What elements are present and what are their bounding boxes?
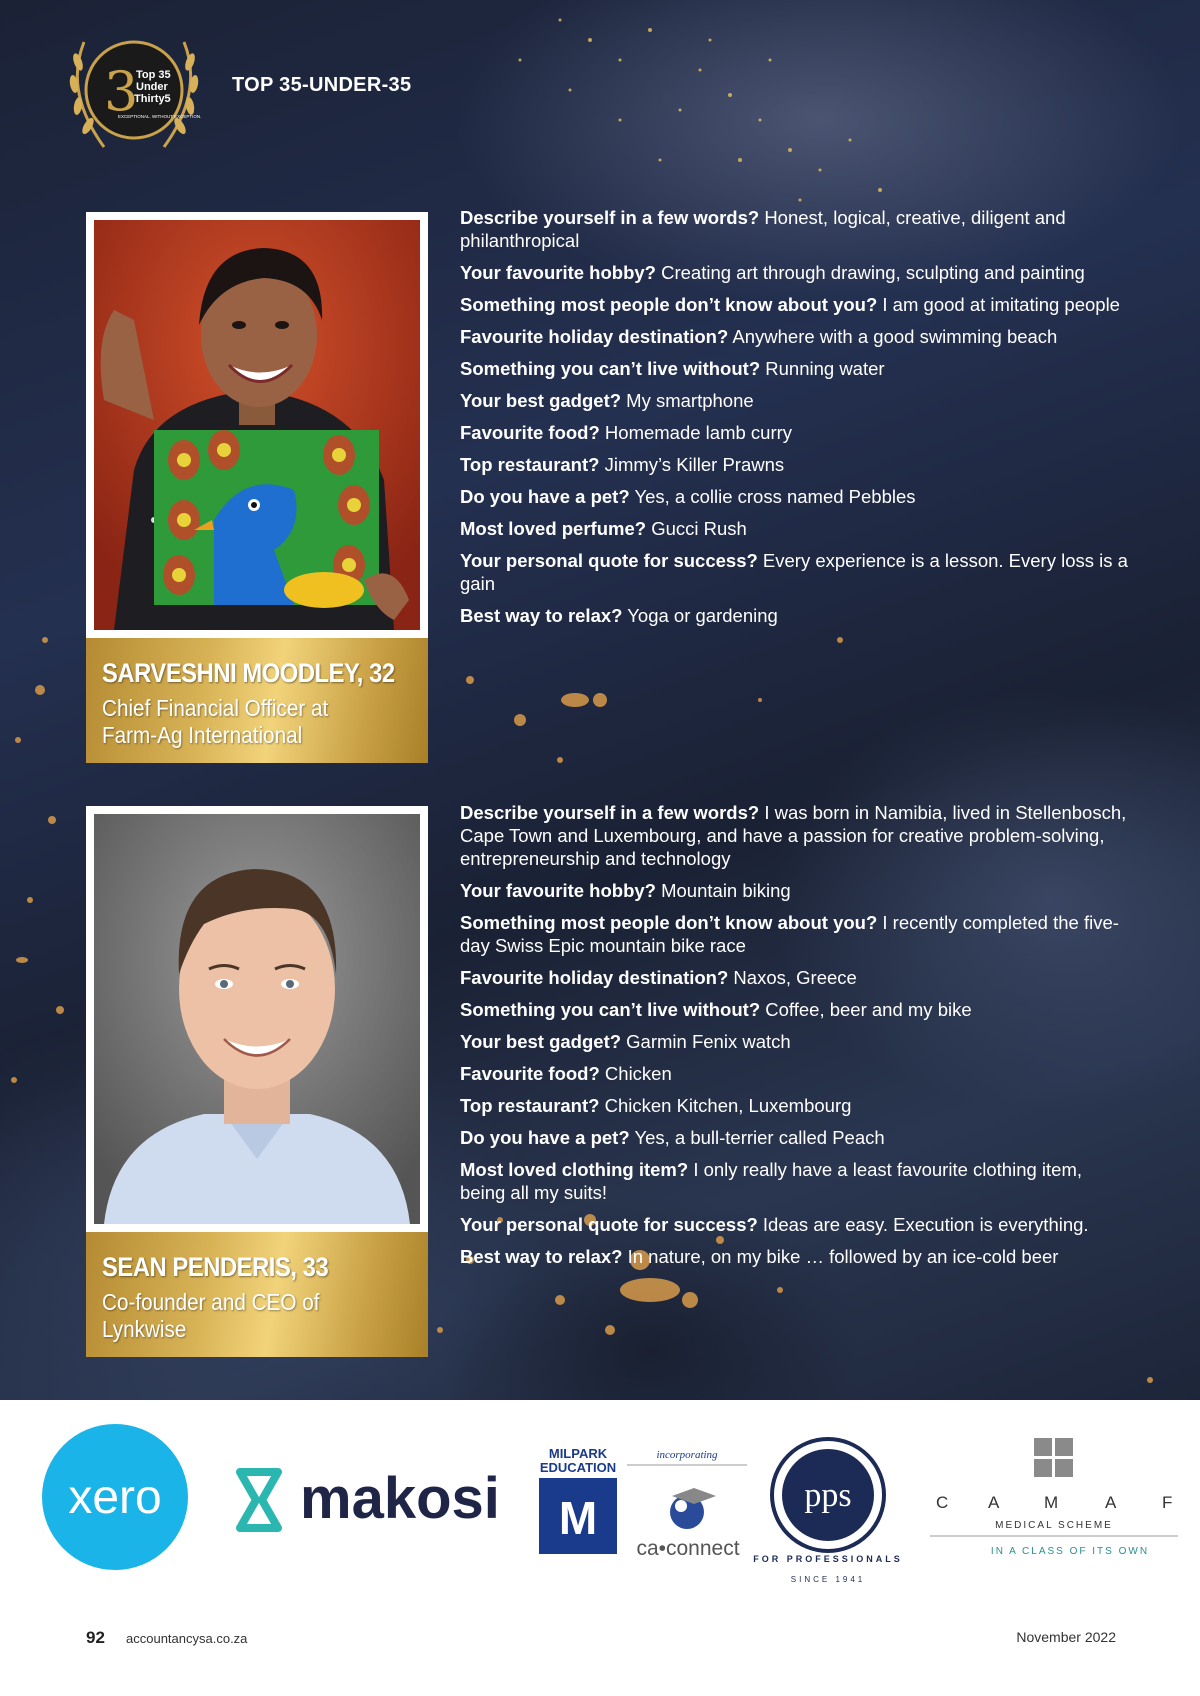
qa-item: Something most people don’t know about you? I am good at imitating people bbox=[460, 294, 1120, 315]
qa-item: Describe yourself in a few words? Honest, logical, creative, diligent and philanthropical bbox=[460, 207, 1066, 251]
makosi-logo bbox=[240, 1466, 500, 1531]
man-portrait-photo bbox=[94, 814, 420, 1224]
camaf-logo bbox=[930, 1438, 1178, 1557]
milpark-education-logo bbox=[539, 1446, 617, 1554]
qa-item: Your personal quote for success? Every experience is a lesson. Every loss is a gain bbox=[460, 550, 1128, 594]
sponsor-logo-strip bbox=[0, 1400, 1200, 1600]
pps-logo bbox=[753, 1439, 903, 1584]
qa-item: Your best gadget? Garmin Fenix watch bbox=[460, 1031, 791, 1052]
svg-text:C: C bbox=[936, 1493, 949, 1512]
person-name: SARVESHNI MOODLEY, 32 bbox=[102, 658, 395, 688]
svg-text:pps: pps bbox=[804, 1477, 852, 1514]
svg-text:ca•connect: ca•connect bbox=[636, 1537, 740, 1560]
woman-with-peacock-painting-photo bbox=[94, 220, 420, 630]
svg-text:incorporating: incorporating bbox=[656, 1449, 718, 1461]
person-role: Chief Financial Officer at Farm-Ag International bbox=[102, 695, 329, 748]
qa-item: Describe yourself in a few words? I was born in Namibia, lived in Stellenbosch, Cape Town and Luxembourg, and have a passion for creative problem-solving, entrepreneurship and technology bbox=[460, 802, 1127, 869]
svg-text:Under: Under bbox=[136, 81, 168, 93]
qa-item: Do you have a pet? Yes, a collie cross named Pebbles bbox=[460, 486, 916, 507]
page-number: 92 bbox=[86, 1628, 105, 1647]
ca-connect-logo bbox=[627, 1449, 747, 1560]
qa-item: Do you have a pet? Yes, a bull-terrier called Peach bbox=[460, 1127, 885, 1148]
qa-item: Most loved clothing item? I only really have a least favourite clothing item, being all my suits! bbox=[460, 1159, 1083, 1203]
profile-card-sarveshni bbox=[86, 212, 428, 763]
svg-text:SINCE 1941: SINCE 1941 bbox=[790, 1575, 866, 1584]
qa-item: Your personal quote for success? Ideas are easy. Execution is everything. bbox=[460, 1214, 1089, 1235]
qa-item: Something most people don’t know about you? I recently completed the five-day Swiss Epic mountain bike race bbox=[460, 912, 1119, 956]
qa-item: Something you can’t live without? Running water bbox=[460, 358, 885, 379]
top35-award-badge bbox=[54, 22, 214, 162]
svg-text:M: M bbox=[1044, 1493, 1059, 1512]
xero-logo bbox=[42, 1424, 188, 1570]
svg-text:makosi: makosi bbox=[300, 1466, 500, 1531]
qa-item: Best way to relax? Yoga or gardening bbox=[460, 605, 778, 626]
svg-text:xero: xero bbox=[68, 1471, 162, 1524]
qa-item: Top restaurant? Jimmy’s Killer Prawns bbox=[460, 454, 785, 475]
name-plate bbox=[86, 1232, 428, 1357]
issue-date: November 2022 bbox=[1016, 1629, 1116, 1645]
svg-text:MEDICAL SCHEME: MEDICAL SCHEME bbox=[995, 1520, 1113, 1531]
photo-frame bbox=[86, 212, 428, 638]
person-role: Co-founder and CEO of Lynkwise bbox=[102, 1289, 320, 1342]
svg-text:A: A bbox=[988, 1493, 1000, 1512]
page-footer bbox=[0, 1620, 1200, 1660]
qa-list-sarveshni bbox=[460, 206, 1132, 636]
qa-item: Your favourite hobby? Creating art through drawing, sculpting and painting bbox=[460, 262, 1085, 283]
qa-item: Most loved perfume? Gucci Rush bbox=[460, 518, 747, 539]
person-name: SEAN PENDERIS, 33 bbox=[102, 1252, 329, 1282]
photo-frame bbox=[86, 806, 428, 1232]
section-title: TOP 35-UNDER-35 bbox=[232, 74, 412, 96]
name-plate bbox=[86, 638, 428, 763]
qa-item: Favourite food? Chicken bbox=[460, 1063, 672, 1084]
qa-item: Top restaurant? Chicken Kitchen, Luxembourg bbox=[460, 1095, 852, 1116]
qa-item: Favourite holiday destination? Naxos, Greece bbox=[460, 967, 857, 988]
qa-item: Your favourite hobby? Mountain biking bbox=[460, 880, 791, 901]
qa-list-sean bbox=[460, 801, 1132, 1277]
qa-item: Your best gadget? My smartphone bbox=[460, 390, 754, 411]
svg-text:F: F bbox=[1162, 1493, 1173, 1512]
svg-text:IN A CLASS OF ITS OWN: IN A CLASS OF ITS OWN bbox=[990, 1546, 1150, 1557]
svg-text:EXCEPTIONAL. WITHOUT EXCEPTION: EXCEPTIONAL. WITHOUT EXCEPTION. bbox=[118, 114, 202, 119]
qa-item: Best way to relax? In nature, on my bike … followed by an ice-cold beer bbox=[460, 1246, 1059, 1267]
sponsor-logos bbox=[0, 1400, 1200, 1600]
qa-item: Something you can’t live without? Coffee, beer and my bike bbox=[460, 999, 972, 1020]
svg-text:FOR PROFESSIONALS: FOR PROFESSIONALS bbox=[753, 1554, 903, 1564]
svg-text:Thirty5: Thirty5 bbox=[134, 93, 171, 105]
svg-text:M: M bbox=[558, 1492, 598, 1544]
profile-card-sean bbox=[86, 806, 428, 1357]
svg-text:Top 35: Top 35 bbox=[136, 69, 171, 81]
qa-item: Favourite food? Homemade lamb curry bbox=[460, 422, 793, 443]
svg-text:3: 3 bbox=[104, 60, 139, 123]
svg-text:A: A bbox=[1105, 1493, 1117, 1512]
website-link[interactable]: accountancysa.co.za bbox=[126, 1631, 248, 1646]
qa-item: Favourite holiday destination? Anywhere with a good swimming beach bbox=[460, 326, 1058, 347]
svg-text:MILPARK: MILPARK bbox=[548, 1446, 608, 1461]
svg-text:EDUCATION: EDUCATION bbox=[539, 1460, 617, 1475]
